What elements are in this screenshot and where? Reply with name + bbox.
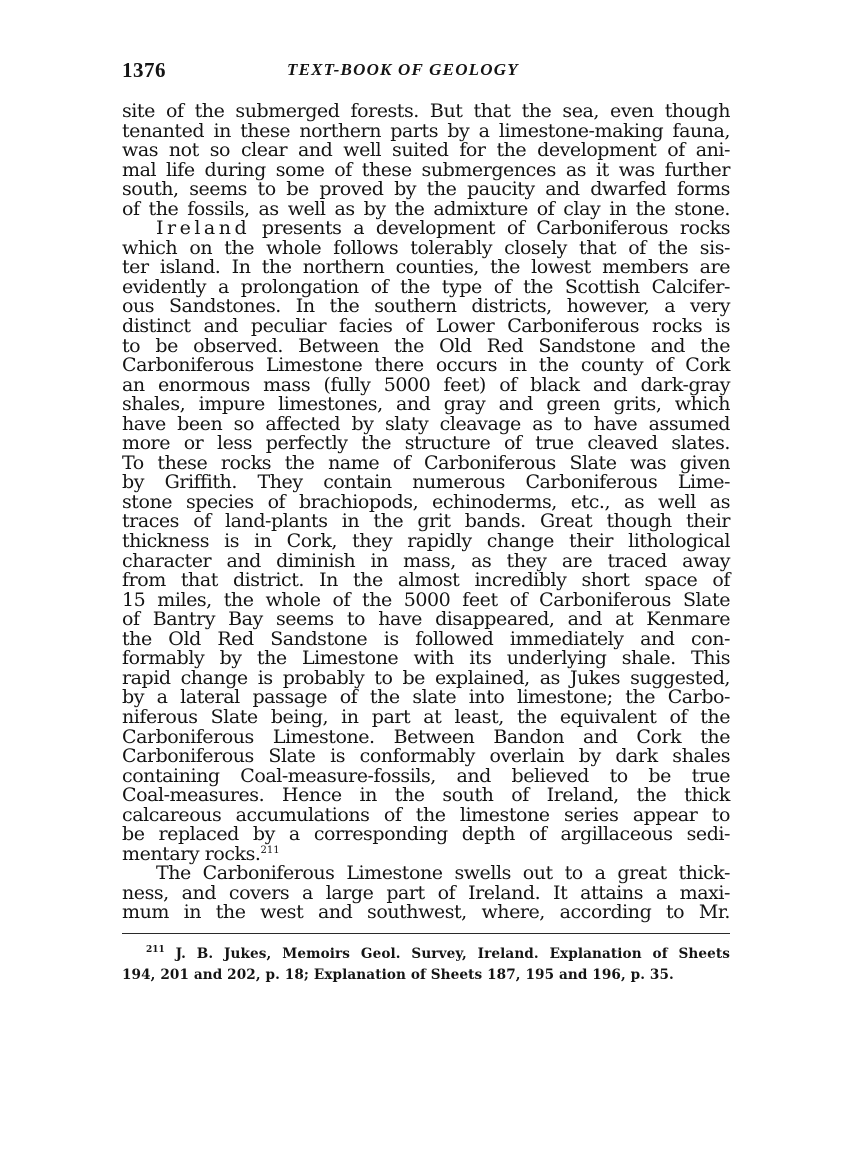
book-page (122, 58, 730, 986)
text-line: an enormous mass (fully 5000 feet) of black and dark-gray (122, 373, 730, 396)
text-line: of Bantry Bay seems to have disappeared, and at Kenmare (122, 608, 730, 631)
text-run: presents a development of Carboniferous rocks (250, 217, 730, 240)
text-line: character and diminish in mass, as they are traced away (122, 549, 730, 572)
text-line: to be observed. Between the Old Red Sandstone and the (122, 334, 730, 357)
text-line: traces of land-plants in the grit bands. Great though their (122, 510, 730, 533)
footnote-line (122, 944, 730, 965)
text-line: ter island. In the northern counties, the lowest members are (122, 256, 730, 279)
text-line: thickness is in Cork, they rapidly change their lithological (122, 530, 730, 553)
text-line: south, seems to be proved by the paucity and dwarfed forms (122, 178, 730, 201)
body-text (122, 102, 730, 923)
region-heading: Ireland (156, 217, 251, 240)
text-line: more or less perfectly the structure of true cleaved slates. (122, 432, 730, 455)
footnote-line: 194, 201 and 202, p. 18; Explanation of Sheets 187, 195 and 196, p. 35. (122, 966, 674, 983)
page-header (122, 58, 730, 88)
text-line: by Griffith. They contain numerous Carboniferous Lime- (122, 471, 730, 494)
text-line: evidently a prolongation of the type of the Scottish Calcifer- (122, 275, 730, 298)
text-line: by a lateral passage of the slate into limestone; the Carbo- (122, 686, 730, 709)
footnote-reference[interactable]: 211 (260, 844, 280, 856)
footnote-marker: 211 (146, 944, 165, 955)
text-line: shales, impure limestones, and gray and green grits, which (122, 393, 730, 416)
text-line: Carboniferous Slate is conformably overlain by dark shales (122, 745, 730, 768)
text-line: Carboniferous Limestone. Between Bandon and Cork the (122, 725, 730, 748)
text-line: Coal-measures. Hence in the south of Ireland, the thick (122, 784, 730, 807)
text-line: rapid change is probably to be explained, as Jukes suggested, (122, 666, 730, 689)
text-line: niferous Slate being, in part at least, the equivalent of the (122, 705, 730, 728)
text-line: mum in the west and southwest, where, according to Mr. (122, 901, 730, 924)
running-title: TEXT-BOOK OF GEOLOGY (287, 60, 519, 79)
footnote (122, 944, 730, 986)
text-line: be replaced by a corresponding depth of argillaceous sedi- (122, 823, 730, 846)
text-line: from that district. In the almost incredibly short space of (122, 569, 730, 592)
footnote-divider (122, 933, 730, 934)
text-line: site of the submerged forests. But that the sea, even though (122, 100, 730, 122)
text-line: the Old Red Sandstone is followed immediately and con- (122, 627, 730, 650)
text-line (122, 219, 730, 239)
footnote-text: J. B. Jukes, Memoirs Geol. Survey, Ireland. Explanation of Sheets (164, 945, 730, 962)
text-line: The Carboniferous Limestone swells out to a great thick- (156, 862, 730, 885)
text-line: which on the whole follows tolerably closely that of the sis- (122, 236, 730, 259)
text-line: formably by the Limestone with its underlying shale. This (122, 647, 730, 670)
text-line: tenanted in these northern parts by a limestone-making fauna, (122, 119, 730, 142)
text-line: containing Coal-measure-fossils, and believed to be true (122, 764, 730, 787)
text-line: distinct and peculiar facies of Lower Carboniferous rocks is (122, 315, 730, 338)
paragraph-1 (122, 102, 730, 219)
paragraph-2 (122, 219, 730, 864)
text-line: calcareous accumulations of the limestone series appear to (122, 803, 730, 826)
text-line: Carboniferous Limestone there occurs in the county of Cork (122, 354, 730, 377)
text-line: ness, and covers a large part of Ireland. It attains a maxi- (122, 881, 730, 904)
text-line: mal life during some of these submergences as it was further (122, 158, 730, 181)
text-line: To these rocks the name of Carboniferous Slate was given (122, 451, 730, 474)
paragraph-3 (122, 864, 730, 923)
text-line: have been so affected by slaty cleavage as to have assumed (122, 412, 730, 435)
text-line: stone species of brachiopods, echinoderms, etc., as well as (122, 490, 730, 513)
text-line: was not so clear and well suited for the development of ani- (122, 139, 730, 162)
page-number: 1376 (122, 58, 166, 82)
text-line: 15 miles, the whole of the 5000 feet of Carboniferous Slate (122, 588, 730, 611)
text-run: mentary rocks. (122, 842, 261, 865)
text-line: ous Sandstones. In the southern districts, however, a very (122, 295, 730, 318)
text-line: of the fossils, as well as by the admixture of clay in the stone. (122, 197, 730, 220)
